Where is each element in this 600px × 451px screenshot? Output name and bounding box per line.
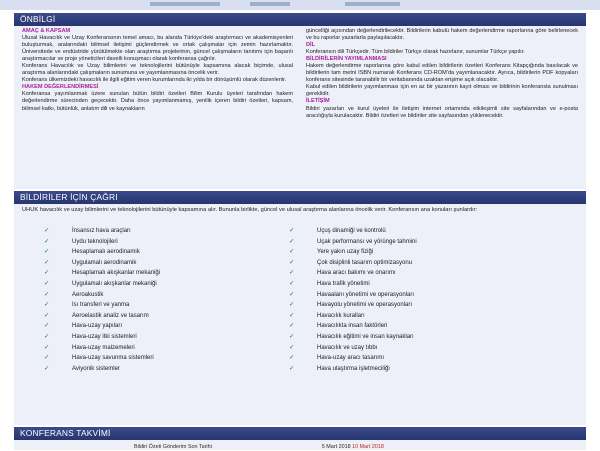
topic-label: Havacılık ve uzay tıbbı [317, 344, 378, 351]
topic-item [289, 343, 569, 354]
topic-label: Hesaplamalı akışkanlar mekaniği [72, 270, 161, 277]
topic-label: Uçak performansı ve yörünge tahmini [317, 238, 417, 245]
checkmark-icon: ✓ [289, 322, 295, 330]
checkmark-icon: ✓ [289, 354, 295, 362]
topic-item [289, 311, 569, 322]
topic-item [289, 279, 569, 290]
topic-item [44, 258, 284, 269]
topic-item [289, 247, 569, 258]
topic-item [44, 364, 284, 375]
yayim-heading: BİLDİRİLERİN YAYIMLANMASI [306, 56, 387, 63]
checkmark-icon: ✓ [44, 290, 50, 298]
checkmark-icon: ✓ [44, 227, 50, 234]
amac-text-3: Konferans ülkemizdeki havacılık ile ilgili eğitim veren kurumlarında iki yılda bir dönüşümlü olarak düzenlenir. [22, 77, 287, 84]
topic-list-right [289, 226, 569, 374]
topic-label: Yere yakın uzay fiziği [317, 249, 374, 256]
checkmark-icon: ✓ [44, 248, 50, 256]
schedule-panel [14, 440, 586, 450]
topic-label: Hava ulaştırma işletmeciliği [317, 365, 390, 372]
topic-label: Havayolu yönetimi ve operasyonları [317, 302, 413, 309]
topic-label: İnsansız hava araçları [72, 228, 131, 234]
topic-item [44, 247, 284, 258]
topic-label: Havaalanı yönetimi ve operasyonları [317, 291, 415, 298]
checkmark-icon: ✓ [44, 279, 50, 287]
checkmark-icon: ✓ [289, 311, 295, 319]
checkmark-icon: ✓ [289, 237, 295, 245]
checkmark-icon: ✓ [44, 322, 50, 330]
dil-heading: DİL [306, 42, 316, 49]
topic-item [44, 300, 284, 311]
call-panel [14, 204, 586, 425]
schedule-item-label: Bildiri Özeti Gönderim Son Tarihi [134, 444, 212, 450]
topic-item [44, 311, 284, 322]
checkmark-icon: ✓ [289, 343, 295, 351]
hakem-text: Konferansa yayımlanmak üzere sunulan bütün bildiri özetleri Bilim Kurulu üyeleri tarafından hakem değerlendirme sürecinden geçecektir. Daha önce yayımlanmamış, yenilik içeren bildiri özetleri, kapsam, bilimsel katkı, bütünlük, anlatım dili ve kaynakların [22, 91, 293, 112]
amac-text: Ulusal Havacılık ve Uzay Konferansının temel amacı, bu alanda Türkiye’deki araştırmacı ve akademisyenleri buluşturmak, aralarındaki bilimsel iletişimi güçlendirmek ve ortak çalışmalar için zemin hazırlamaktır. Üniversitede ve endüstride yürütülmekte olan araştırma projelerinin, güncel çalışmaların tanıtımı için başarılı araştırmacılar ve proje yöneticileri davetli konuşmacı olarak konferansa çağrılır. [22, 35, 293, 63]
yayim-text: Hakem değerlendirme raporlarına göre kabul edilen bildirilerin özetleri Konferans Kitapçığında basılacak ve bildirilerin tam metni ISBN numaralı Konferans CD-ROM’da yayımlanacaktır. Ayrıca, bildirilerin PDF kopyaları konferans sitesinde taranabilir bir veritabanında uzaktan erişime açık olacaktır. [306, 63, 578, 84]
checkmark-icon: ✓ [289, 248, 295, 256]
section-header-onbilgi: ÖNBİLGİ [14, 13, 586, 26]
topic-item [289, 321, 569, 332]
header-text-fragment [150, 2, 220, 6]
topic-item [44, 353, 284, 364]
checkmark-icon: ✓ [289, 332, 295, 340]
topic-label: Uygulamalı akışkanlar mekaniği [72, 280, 157, 287]
topic-item [289, 300, 569, 311]
header-strip [0, 0, 600, 10]
topic-label: Aeroelastik analiz ve tasarım [72, 312, 149, 319]
schedule-item-date: 5 Mart 2018 [321, 444, 351, 450]
checkmark-icon: ✓ [289, 290, 295, 298]
topic-label: Uydu teknolojileri [72, 238, 118, 245]
checkmark-icon: ✓ [44, 258, 50, 266]
topic-label: Hesaplamalı aerodinamik [72, 249, 140, 256]
checkmark-icon: ✓ [289, 301, 295, 309]
topic-label: Hava trafik yönetimi [317, 280, 370, 287]
schedule-item-date-extended: 10 Mart 2018 [352, 444, 384, 450]
topic-label: Hava-uzay aracı tasarımı [317, 355, 385, 362]
iletisim-heading: İLETİŞİM [306, 98, 330, 105]
topic-item [289, 353, 569, 364]
topic-item [44, 332, 284, 343]
iletisim-text: Bildiri yazarları ve kurul üyeleri ile iletişim internet ortamında etkileşimli site sayfalarından ve e-posta aracılığıyla kurulacaktır. Bildiri özetleri ve bildiriler site sayfasından yüklenecektir. [306, 105, 578, 119]
topic-label: Isı transferi ve yanma [72, 302, 130, 309]
checkmark-icon: ✓ [44, 343, 50, 351]
topic-item [44, 268, 284, 279]
section-header-call: BİLDİRİLER İÇİN ÇAĞRI [14, 191, 586, 204]
topic-list-left [44, 226, 284, 374]
checkmark-icon: ✓ [44, 301, 50, 309]
checkmark-icon: ✓ [44, 332, 50, 340]
onbilgi-panel [14, 26, 586, 189]
checkmark-icon: ✓ [289, 258, 295, 266]
topic-label: Havacılık eğitimi ve insan kaynakları [317, 333, 414, 340]
checkmark-icon: ✓ [44, 354, 50, 362]
topic-item [44, 321, 284, 332]
topic-item [289, 226, 569, 237]
topic-label: Hava-uzay savunma sistemleri [72, 355, 154, 362]
checkmark-icon: ✓ [289, 227, 295, 234]
topic-label: Aeroakustik [72, 291, 104, 298]
topic-item [289, 237, 569, 248]
topic-label: Uçuş dinamiği ve kontrolü [317, 228, 386, 234]
topic-item [44, 226, 284, 237]
topic-item [44, 343, 284, 354]
topic-label: Aviyonik sistemler [72, 365, 120, 372]
onbilgi-right-column [306, 28, 578, 120]
topic-item [289, 364, 569, 375]
topic-item [289, 290, 569, 301]
topic-item [44, 290, 284, 301]
hakem-text-continued: güncelliği açısından değerlendirilecektir. Bildirilerin kabulü hakem değerlendirme raporlarına göre belirlenecek ve bu raporlar yazarlarla paylaşılacaktır. [306, 28, 578, 42]
topic-label: Hava aracı bakımı ve onarımı [317, 270, 396, 277]
amac-text-2: Konferans Havacılık ve Uzay bilimlerini ve teknolojilerini bütünüyle kapsamına alacak biçimde, ulusal araştırma alanlarındaki çalışmaların sunumuna ve yayımlanmasına öncelik verir. [22, 63, 293, 77]
checkmark-icon: ✓ [44, 364, 50, 372]
yayim-text-2: Kabul edilen bildirilerin yayımlanması için en az bir yazarının kayıt olması ve bildirinin konferansta sunulması gereklidir. [306, 84, 578, 98]
checkmark-icon: ✓ [289, 269, 295, 277]
topic-label: Hava-uzay itki sistemleri [72, 333, 137, 340]
topic-item [289, 258, 569, 269]
checkmark-icon: ✓ [44, 237, 50, 245]
call-intro: UHUK havacılık ve uzay bilimlerini ve teknolojilerini bütünüyle kapsamına alır. Bununla birlikte, güncel ve ulusal araştırma alanlarına öncelik verir. Konferansın ana konuları şunlardır: [22, 207, 478, 213]
topic-item [44, 279, 284, 290]
topic-label: Havacılıkta insan faktörleri [317, 323, 388, 330]
onbilgi-left-column [22, 28, 293, 113]
checkmark-icon: ✓ [44, 269, 50, 277]
topic-label: Hava-uzay yapıları [72, 323, 123, 330]
topic-item [289, 268, 569, 279]
checkmark-icon: ✓ [289, 279, 295, 287]
topic-label: Havacılık kuralları [317, 312, 365, 319]
section-header-schedule: KONFERANS TAKVİMİ [14, 427, 586, 440]
dil-text: Konferansın dili Türkçedir. Tüm bildiriler Türkçe olarak hazırlanır, sunumlar Türkçe yapılır. [306, 49, 525, 56]
header-text-fragment [345, 2, 400, 6]
topic-item [44, 237, 284, 248]
amac-heading: AMAÇ & KAPSAM [22, 28, 71, 34]
hakem-heading: HAKEM DEĞERLENDİRMESİ [22, 84, 99, 91]
topic-label: Uygulamalı aerodinamik [72, 259, 137, 266]
topic-label: Hava-uzay malzemeleri [72, 344, 135, 351]
topic-item [289, 332, 569, 343]
header-text-fragment [250, 2, 290, 6]
checkmark-icon: ✓ [289, 364, 295, 372]
checkmark-icon: ✓ [44, 311, 50, 319]
topic-label: Çok disiplinli tasarım optimizasyonu [317, 259, 413, 266]
